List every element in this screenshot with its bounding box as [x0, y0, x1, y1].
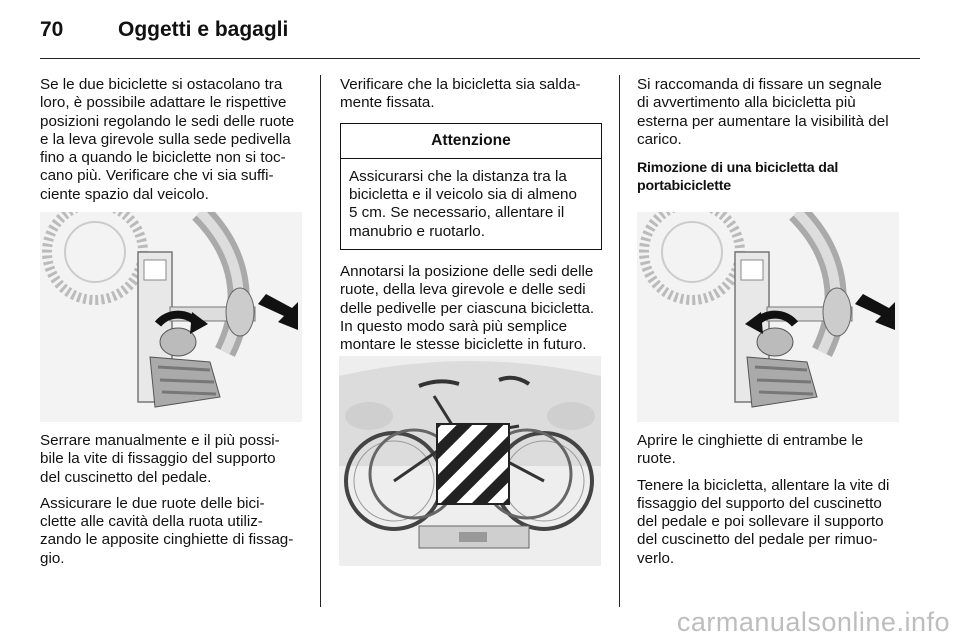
text-line: delle pedivelle per ciascuna bicicletta. — [340, 299, 595, 317]
text-line: ruote, della leva girevole e delle sedi — [340, 281, 586, 299]
text-line: manubrio e ruotarlo. — [349, 222, 485, 240]
chapter-title: Oggetti e bagagli — [118, 18, 289, 41]
bike-removal-illustration — [637, 212, 899, 422]
paragraph — [40, 432, 304, 487]
column-3 — [637, 76, 901, 204]
bike-carrier-illustration — [339, 356, 601, 566]
paragraph — [637, 477, 901, 568]
text-line: del cuscinetto del pedale. — [40, 468, 212, 486]
pedal-holder-illustration — [40, 212, 302, 422]
text-line: fissaggio del supporto del cuscinetto — [637, 494, 882, 512]
paragraph — [40, 495, 304, 568]
column-divider — [619, 75, 620, 607]
text-line: Annotarsi la posizione delle sedi delle — [340, 263, 594, 281]
text-line: Assicurarsi che la distanza tra la — [349, 167, 567, 185]
text-line: Assicurare le due ruote delle bici- — [40, 494, 265, 512]
page-number: 70 — [40, 18, 64, 41]
text-line: Si raccomanda di fissare un segnale — [637, 76, 882, 93]
text-line: Rimozione di una bicicletta dal — [637, 160, 839, 177]
header-rule — [40, 58, 920, 59]
text-line: In questo modo sarà più semplice — [340, 317, 568, 335]
watermark: carmanualsonline.info — [676, 607, 950, 637]
paragraph — [40, 76, 304, 204]
paragraph — [637, 76, 901, 149]
text-line: bicicletta e il veicolo sia di almeno — [349, 186, 577, 204]
text-line: Serrare manualmente e il più possi- — [40, 432, 280, 449]
paragraph — [340, 76, 604, 113]
text-line: fino a quando le biciclette non si toc- — [40, 149, 286, 167]
text-line: cano più. Verificare che vi sia suffi- — [40, 167, 274, 185]
column-1 — [40, 76, 304, 212]
text-line: posizioni regolando le sedi delle ruote — [40, 112, 295, 130]
paragraph — [637, 432, 901, 469]
column-2 — [340, 76, 604, 363]
text-line: di avvertimento alla bicicletta più — [637, 94, 856, 112]
column-divider — [320, 75, 321, 607]
column-3-lower — [637, 432, 901, 576]
text-line: gio. — [40, 549, 65, 567]
text-line: del pedale e poi sollevare il supporto — [637, 513, 884, 531]
column-1-lower — [40, 432, 304, 576]
text-line: mente fissata. — [340, 94, 435, 112]
warning-title: Attenzione — [341, 124, 601, 159]
section-subheading — [637, 159, 901, 196]
text-line: Verificare che la bicicletta sia salda- — [340, 76, 581, 93]
text-line: ciente spazio dal veicolo. — [40, 185, 209, 203]
text-line: ruote. — [637, 450, 676, 468]
text-line: portabiciclette — [637, 178, 731, 195]
text-line: loro, è possibile adattare le rispettive — [40, 94, 287, 112]
page-header — [40, 14, 920, 54]
text-line: esterna per aumentare la visibilità del — [637, 112, 889, 130]
text-line: Se le due biciclette si ostacolano tra — [40, 76, 283, 93]
text-line: 5 cm. Se necessario, allentare il — [349, 204, 565, 222]
text-line: zando le apposite cinghiette di fissag- — [40, 531, 294, 549]
text-line: Aprire le cinghiette di entrambe le — [637, 432, 864, 449]
text-line: verlo. — [637, 549, 675, 567]
text-line: clette alle cavità della ruota utiliz- — [40, 513, 263, 531]
text-line: Tenere la bicicletta, allentare la vite di — [637, 476, 890, 494]
text-line: del cuscinetto del pedale per rimuo- — [637, 531, 878, 549]
text-line: carico. — [637, 130, 682, 148]
text-line: montare le stesse biciclette in futuro. — [340, 336, 587, 354]
text-line: e la leva girevole sulla sede pedivella — [40, 130, 291, 148]
warning-body — [341, 159, 601, 249]
text-line: bile la vite di fissaggio del supporto — [40, 450, 276, 468]
paragraph — [340, 263, 604, 354]
warning-box — [340, 123, 602, 250]
